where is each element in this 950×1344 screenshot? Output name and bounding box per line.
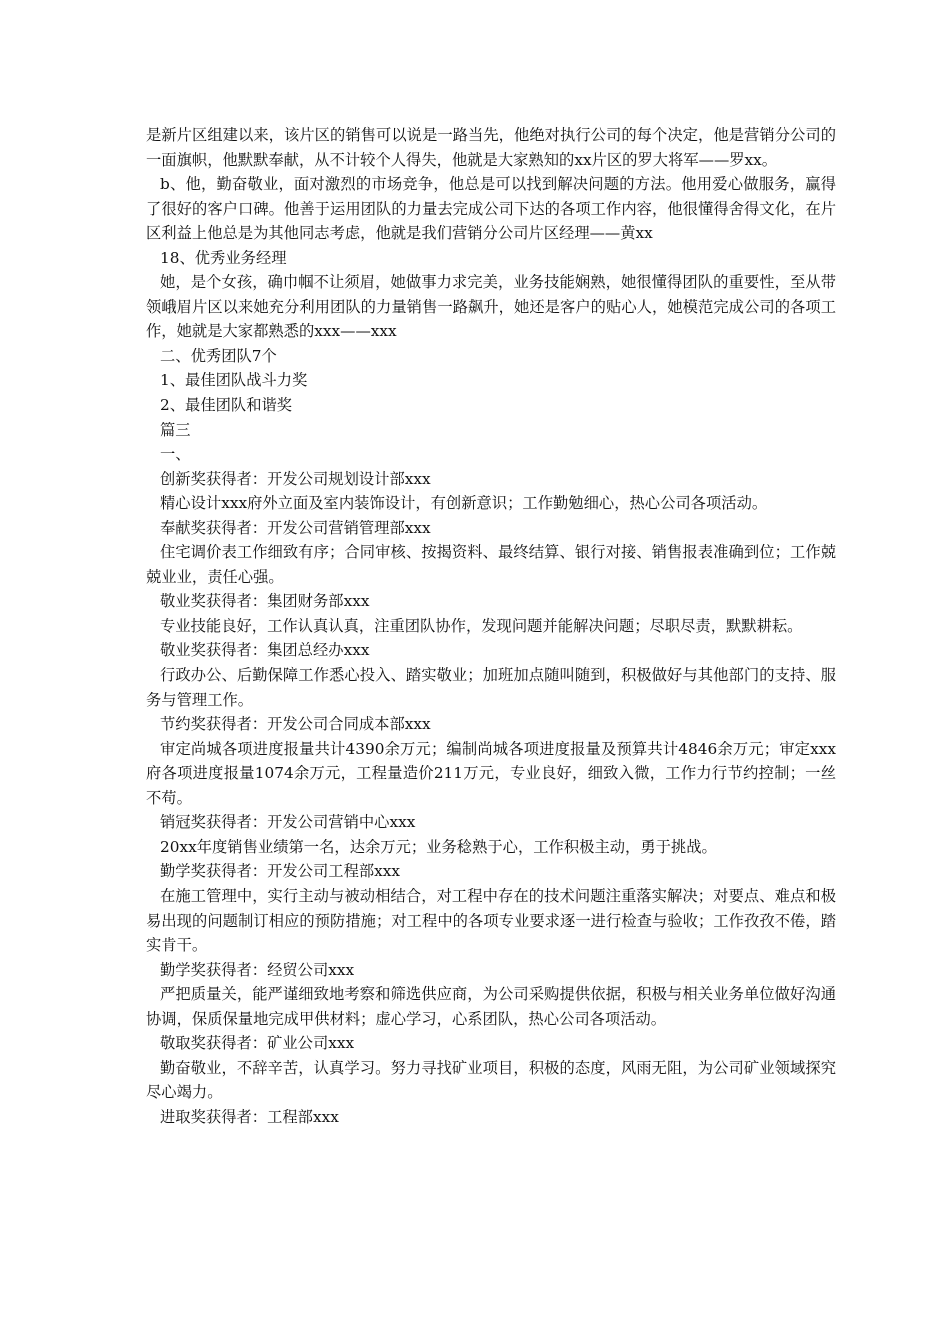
paragraph-25: 敬取奖获得者：矿业公司xxx xyxy=(160,1034,355,1053)
paragraph-9: 创新奖获得者：开发公司规划设计部xxx xyxy=(160,469,431,488)
paragraph-8: 一、 xyxy=(160,445,191,464)
paragraph-11: 奉献奖获得者：开发公司营销管理部xxx xyxy=(160,518,431,537)
paragraph-23: 勤学奖获得者：经贸公司xxx xyxy=(160,960,355,979)
paragraph-5: 1、最佳团队战斗力奖 xyxy=(160,371,308,390)
paragraph-26: 勤奋敬业，不辞辛苦，认真学习。努力寻找矿业项目，积极的态度，风雨无阻，为公司矿业领域探究尽心竭力。 xyxy=(146,1058,836,1102)
paragraph-22: 在施工管理中，实行主动与被动相结合，对工程中存在的技术问题注重落实解决；对要点、难点和极易出现的问题制订相应的预防措施；对工程中的各项专业要求逐一进行检查与验收；工作孜孜不倦，踏实肯干。 xyxy=(146,886,836,955)
paragraph-0: 是新片区组建以来，该片区的销售可以说是一路当先，他绝对执行公司的每个决定，他是营销分公司的一面旗帜，他默默奉献，从不计较个人得失，他就是大家熟知的xx片区的罗大将军——罗xx。 xyxy=(146,126,836,169)
paragraph-16: 行政办公、后勤保障工作悉心投入、踏实敬业；加班加点随叫随到，积极做好与其他部门的支持、服务与管理工作。 xyxy=(146,666,836,709)
paragraph-18: 审定尚城各项进度报量共计4390余万元；编制尚城各项进度报量及预算共计4846余万元；审定xxx府各项进度报量1074余万元，工程量造价211万元，专业良好，细致入微，工作力行节约控制；一丝不苟。 xyxy=(146,739,836,807)
paragraph-20: 20xx年度销售业绩第一名，达余万元；业务稔熟于心，工作积极主动，勇于挑战。 xyxy=(160,837,717,856)
paragraph-4: 二、优秀团队7个 xyxy=(160,346,277,365)
paragraph-15: 敬业奖获得者：集团总经办xxx xyxy=(160,641,370,660)
paragraph-19: 销冠奖获得者：开发公司营销中心xxx xyxy=(160,813,416,832)
paragraph-10: 精心设计xxx府外立面及室内装饰设计，有创新意识；工作勤勉细心，热心公司各项活动。 xyxy=(160,494,768,513)
paragraph-21: 勤学奖获得者：开发公司工程部xxx xyxy=(160,862,401,881)
document-body xyxy=(146,123,836,1129)
paragraph-17: 节约奖获得者：开发公司合同成本部xxx xyxy=(160,715,431,734)
paragraph-27: 进取奖获得者：工程部xxx xyxy=(160,1107,339,1126)
paragraph-12: 住宅调价表工作细致有序；合同审核、按揭资料、最终结算、银行对接、销售报表准确到位；工作兢兢业业，责任心强。 xyxy=(146,543,836,586)
paragraph-13: 敬业奖获得者：集团财务部xxx xyxy=(160,592,370,611)
paragraph-7: 篇三 xyxy=(160,420,191,439)
paragraph-3: 她，是个女孩，确巾帼不让须眉，她做事力求完美，业务技能娴熟，她很懂得团队的重要性，至从带领峨眉片区以来她充分利用团队的力量销售一路飙升，她还是客户的贴心人，她模范完成公司的各项工作，她就是大家都熟悉的xxx——xxx xyxy=(146,273,836,341)
paragraph-14: 专业技能良好，工作认真认真，注重团队协作，发现问题并能解决问题；尽职尽责，默默耕耘。 xyxy=(160,616,803,635)
paragraph-1: b、他，勤奋敬业，面对激烈的市场竞争，他总是可以找到解决问题的方法。他用爱心做服务，赢得了很好的客户口碑。他善于运用团队的力量去完成公司下达的各项工作内容，他很懂得舍得文化，在片区利益上他总是为其他同志考虑，他就是我们营销分公司片区经理——黄xx xyxy=(146,175,836,243)
paragraph-24: 严把质量关，能严谨细致地考察和筛选供应商，为公司采购提供依据，积极与相关业务单位做好沟通协调，保质保量地完成甲供材料；虚心学习，心系团队，热心公司各项活动。 xyxy=(146,985,836,1028)
paragraph-2: 18、优秀业务经理 xyxy=(160,248,287,267)
paragraph-6: 2、最佳团队和谐奖 xyxy=(160,396,293,415)
